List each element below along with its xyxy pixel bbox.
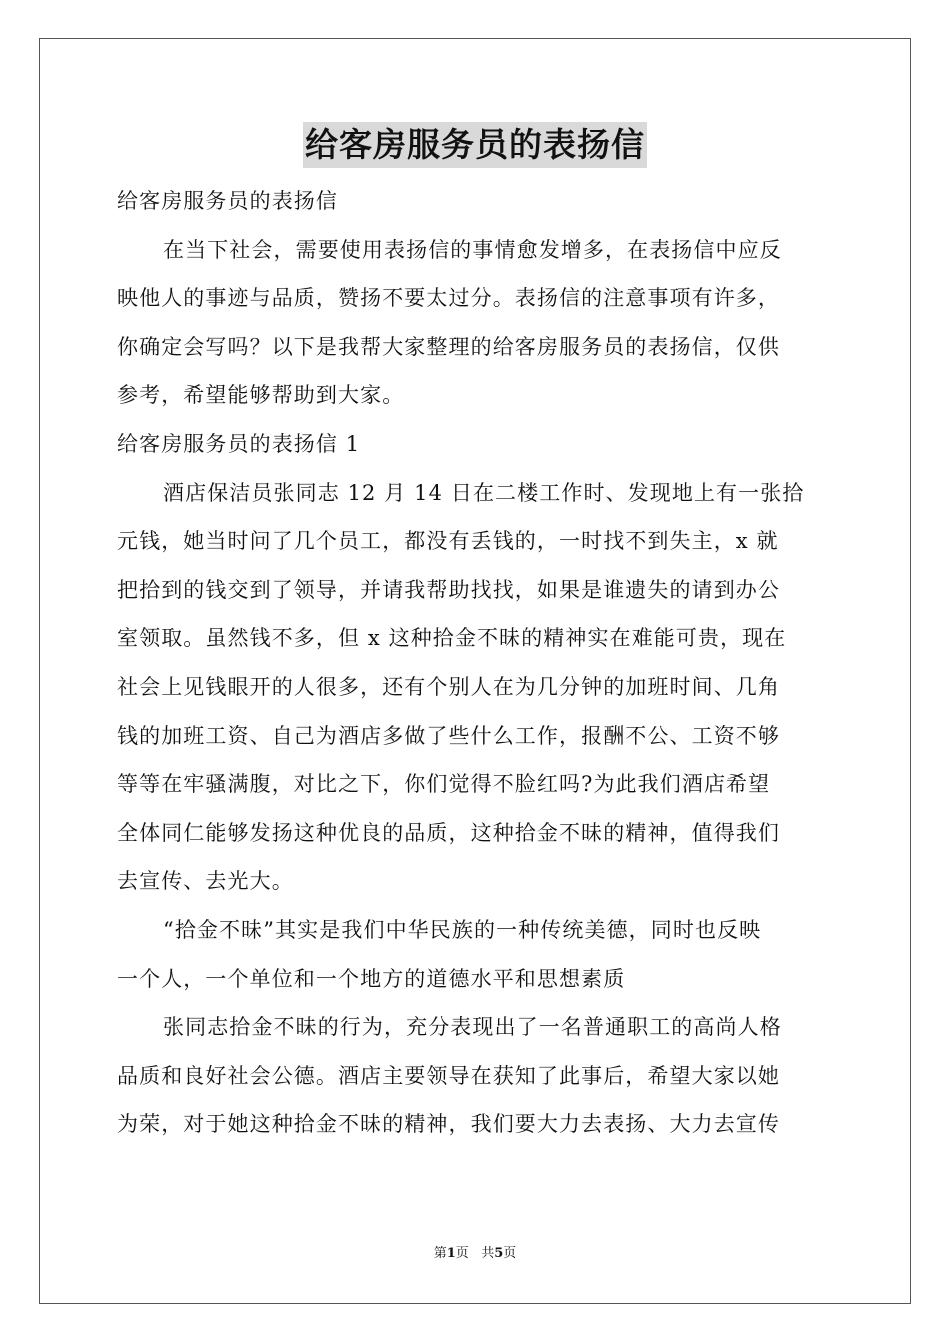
text-line: 参考，希望能够帮助到大家。: [117, 383, 405, 408]
text-line: 室领取。虽然钱不多，但 x 这种拾金不昧的精神实在难能可贵，现在: [117, 626, 787, 651]
total-label-prefix: 共: [481, 1246, 495, 1261]
text-line: 映他人的事迹与品质，赞扬不要太过分。表扬信的注意事项有许多，: [117, 286, 780, 311]
page-number: 1: [446, 1246, 456, 1261]
text-line: 元钱，她当时问了几个员工，都没有丢钱的，一时找不到失主，x 就: [117, 529, 779, 554]
text-line: “拾金不昧”其实是我们中华民族的一种传统美德，同时也反映: [163, 917, 762, 942]
total-pages: 5: [494, 1246, 504, 1261]
text-line: 把拾到的钱交到了领导，并请我帮助找找，如果是谁遗失的请到办公: [117, 577, 780, 602]
text-line: 去宣传、去光大。: [117, 869, 294, 894]
document-body: [117, 177, 833, 1149]
total-label-suffix: 页: [503, 1246, 517, 1261]
text-line: 在当下社会，需要使用表扬信的事情愈发增多，在表扬信中应反: [163, 237, 782, 262]
title-container: [0, 122, 950, 168]
document-title: 给客房服务员的表扬信: [303, 122, 647, 168]
text-line: 社会上见钱眼开的人很多，还有个别人在为几分钟的加班时间、几角: [117, 674, 780, 699]
text-line: 一个人，一个单位和一个地方的道德水平和思想素质: [117, 966, 626, 991]
text-line: 酒店保洁员张同志 12 月 14 日在二楼工作时、发现地上有一张拾: [163, 480, 805, 505]
page-footer: [0, 1245, 950, 1263]
text-line: 全体同仁能够发扬这种优良的品质，这种拾金不昧的精神，值得我们: [117, 820, 780, 845]
text-line: 品质和良好社会公德。酒店主要领导在获知了此事后，希望大家以她: [117, 1063, 780, 1088]
text-line: 为荣，对于她这种拾金不昧的精神，我们要大力去表扬、大力去宣传: [117, 1112, 780, 1137]
text-line: 等等在牢骚满腹，对比之下，你们觉得不脸红吗?为此我们酒店希望: [117, 772, 771, 797]
page-label-prefix: 第: [433, 1246, 447, 1261]
page-label-suffix: 页: [455, 1246, 469, 1261]
text-line: 给客房服务员的表扬信 1: [117, 431, 361, 456]
text-line: 你确定会写吗？以下是我帮大家整理的给客房服务员的表扬信，仅供: [117, 334, 780, 359]
text-line: 张同志拾金不昧的行为，充分表现出了一名普通职工的高尚人格: [163, 1015, 782, 1040]
text-line: 钱的加班工资、自己为酒店多做了些什么工作，报酬不公、工资不够: [117, 723, 780, 748]
text-line: 给客房服务员的表扬信: [117, 189, 338, 213]
